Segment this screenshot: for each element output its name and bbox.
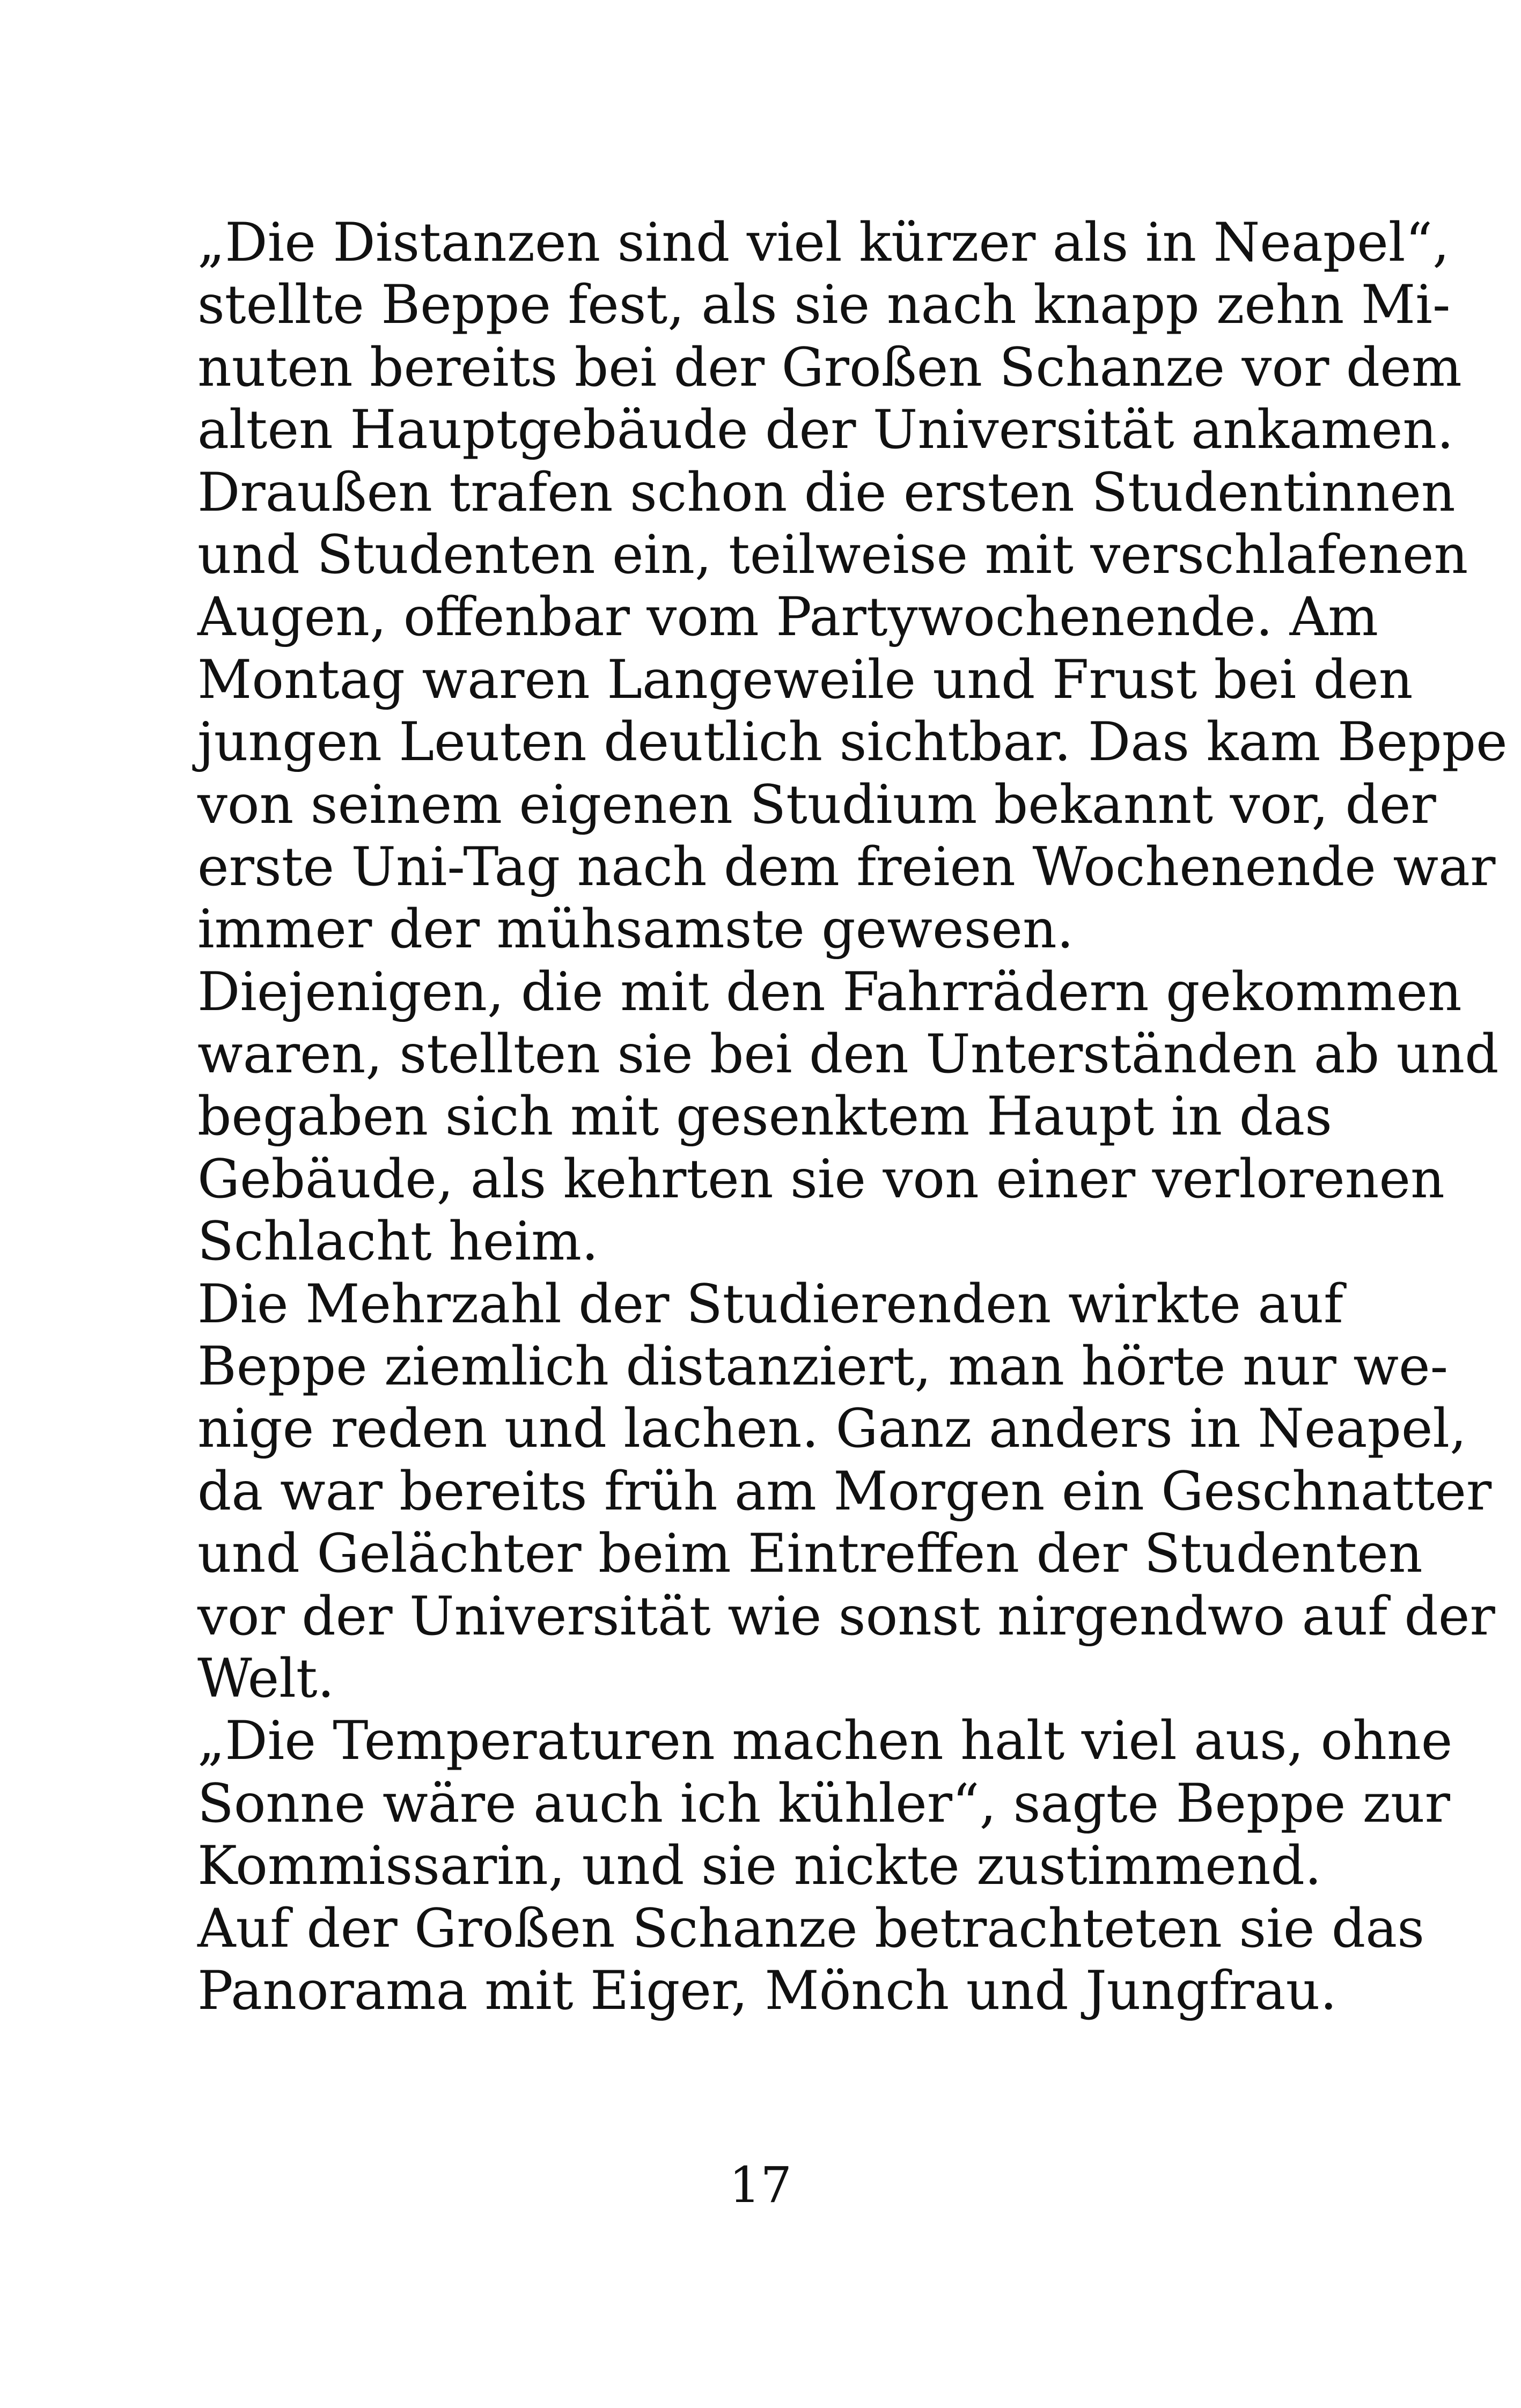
text-line: von seinem eigenen Studium bekannt vor, der: [197, 774, 1436, 836]
text-line: nige reden und lachen. Ganz anders in Neapel,: [197, 1398, 1467, 1460]
text-line: alten Hauptgebäude der Universität ankamen.: [197, 399, 1454, 461]
text-line: vor der Universität wie sonst nirgendwo auf der: [197, 1585, 1495, 1647]
text-line: Panorama mit Eiger, Mönch und Jungfrau.: [197, 1960, 1337, 2022]
text-line: Sonne wäre auch ich kühler“, sagte Beppe zur: [197, 1772, 1451, 1835]
text-line: und Studenten ein, teilweise mit verschlafenen: [197, 524, 1468, 586]
text-line: immer der mühsamste gewesen.: [197, 899, 1074, 961]
text-line: Augen, offenbar vom Partywochenende. Am: [197, 586, 1379, 649]
text-line: nuten bereits bei der Großen Schanze vor dem: [197, 336, 1462, 399]
text-line: Draußen trafen schon die ersten Studentinnen: [197, 461, 1456, 524]
body-text: [197, 212, 1508, 2022]
text-line: Gebäude, als kehrten sie von einer verlorenen: [197, 1148, 1445, 1210]
text-line: Kommissarin, und sie nickte zustimmend.: [197, 1835, 1322, 1897]
text-line: begaben sich mit gesenktem Haupt in das: [197, 1086, 1332, 1148]
text-line: jungen Leuten deutlich sichtbar. Das kam Beppe: [197, 711, 1508, 774]
text-line: waren, stellten sie bei den Unterständen ab und: [197, 1023, 1499, 1086]
page-number: 17: [729, 2156, 792, 2214]
text-line: Schlacht heim.: [197, 1211, 599, 1273]
text-line: Beppe ziemlich distanziert, man hörte nur we-: [197, 1336, 1449, 1398]
text-line: und Gelächter beim Eintreffen der Studenten: [197, 1523, 1423, 1585]
text-line: „Die Distanzen sind viel kürzer als in Neapel“,: [197, 212, 1450, 274]
text-line: Montag waren Langeweile und Frust bei den: [197, 649, 1413, 711]
text-line: „Die Temperaturen machen halt viel aus, ohne: [197, 1710, 1453, 1772]
text-line: stellte Beppe fest, als sie nach knapp zehn Mi-: [197, 274, 1451, 336]
text-line: Welt.: [197, 1647, 335, 1710]
text-line: Auf der Großen Schanze betrachteten sie das: [197, 1897, 1425, 1960]
text-line: erste Uni-Tag nach dem freien Wochenende war: [197, 836, 1496, 898]
text-line: da war bereits früh am Morgen ein Geschnatter: [197, 1460, 1492, 1522]
text-line: Die Mehrzahl der Studierenden wirkte auf: [197, 1273, 1343, 1335]
text-line: Diejenigen, die mit den Fahrrädern gekommen: [197, 961, 1462, 1023]
